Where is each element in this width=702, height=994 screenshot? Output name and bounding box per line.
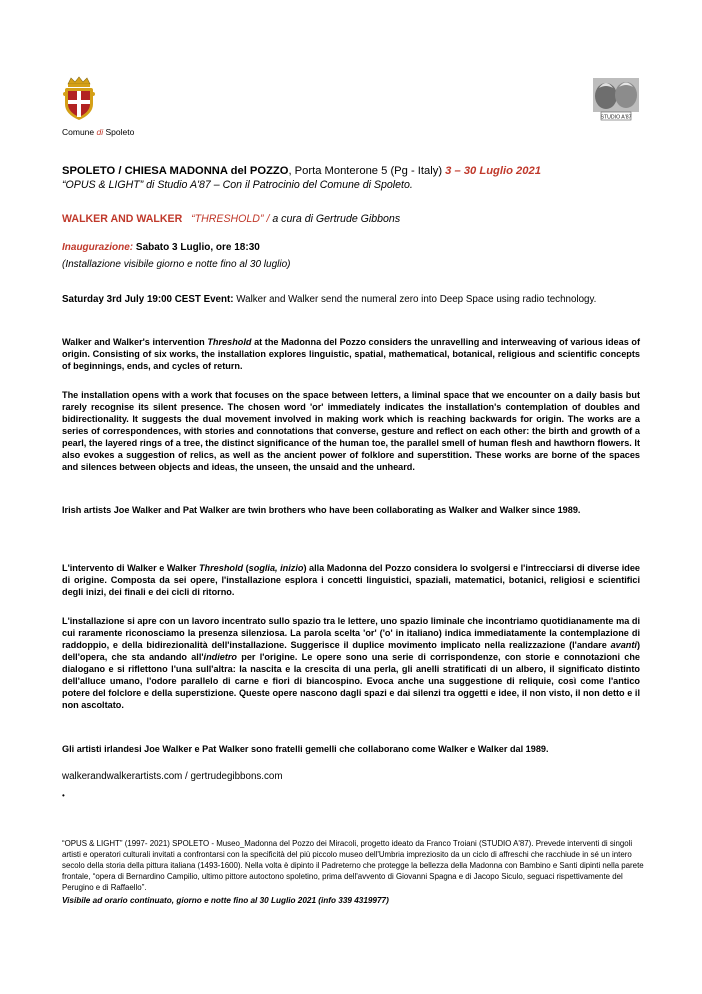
spoleto-coat-of-arms-logo [62, 76, 96, 122]
bullet: • [62, 791, 65, 800]
inauguration-line: Inaugurazione: Sabato 3 Luglio, ore 18:30 [62, 242, 260, 253]
installation-note: (Installazione visibile giorno e notte fino al 30 luglio) [62, 259, 291, 270]
project-subtitle: “OPUS & LIGHT” di Studio A'87 – Con il Patrocinio del Comune di Spoleto. [62, 179, 413, 191]
studio-logo-label: STUDIO A'87 [600, 114, 632, 121]
exhibition-title: WALKER AND WALKER “THRESHOLD” / a cura di Gertrude Gibbons [62, 213, 401, 225]
event-line: Saturday 3rd July 19:00 CEST Event: Walker and Walker send the numeral zero into Deep Space using radio technology. [62, 294, 597, 305]
venue-line: SPOLETO / CHIESA MADONNA del POZZO, Porta Monterone 5 (Pg - Italy) 3 – 30 Luglio 2021 [62, 165, 541, 177]
italian-paragraph-2: L'installazione si apre con un lavoro incentrato sullo spazio tra le lettere, uno spazio liminale che incontriamo quotidianamente ma di cui raramente riconosciamo la presenza silenziosa. La parola scelta 'or' ('o' in italiano) indica immediatamente la contemplazione di raddoppio, e della bidirezionalità dell'installazione. Suggerisce il duplice movimento implicato nella realizzazione (l'andare avanti) dell'opera, che sta andando all'indietro per l'origine. Le opere sono una serie di corrispondenze, con storie e connotazioni che dialogano e si riflettono l'una sull'altra: la nascita e la crescita di una perla, gli anelli stratificati di un albero, il significato distinto dell'alluce umano, l'odore parallelo di carne e fiori di biancospino. Evoca anche una suggestione di reliquie, così come l'antico potere del folclore e della superstizione. Queste opere nascono dagli spazi e dai silenzi tra oggetti e idee, il non visto, il non detto e il non ascoltato. [62, 616, 640, 710]
footer-visiting-hours: Visibile ad orario continuato, giorno e notte fino al 30 Luglio 2021 (info 339 4319977) [62, 896, 389, 905]
footer-project-description: “OPUS & LIGHT” (1997- 2021) SPOLETO - Museo_Madonna del Pozzo dei Miracoli, progetto ideato da Franco Troiani (STUDIO A'87). Prevede interventi di singoli artisti e operatori culturali invitati a confrontarsi con la specificità del più piccolo museo dell'Umbria impreziosito da un ciclo di affreschi che racchiude in sé un intero secolo della storia della pittura italiana (1493-1600). Nella volta è dipinto il Padreterno che protegge la bellezza della Madonna con Bambino e Santi dipinti nella parete frontale, “opera di Bernardino Campilio, ultimo pittore autoctono spoletino, prima dell'avvento di Giovanni Spagna e di Jacopo Siculo, seguaci rispettivamente del Perugino e di Raffaello”. [62, 839, 644, 892]
italian-paragraph-1: L'intervento di Walker e Walker Threshold (soglia, inizio) alla Madonna del Pozzo considera lo svolgersi e l'intrecciarsi di diverse idee di origine. Composta da sei opere, l'installazione esplora i concetti linguistici, spaziali, matematici, botanici, religiosi e scientifici degli inizi, dei finali e dei cicli di ritorno. [62, 563, 640, 597]
english-paragraph-2: The installation opens with a work that focuses on the space between letters, a liminal space that we encounter on a daily basis but rarely recognise its silent presence. The chosen word 'or' immediately indicates the installation's contemplation of doubles and bidirectionality. It suggests the dual movement involved in making work which is reaching backwards for origin. The works are a series of correspondences, with stories and connotations that converse, gesture and reflect on each other: the birth and growth of a pearl, the layered rings of a tree, the distinct significance of the human toe, the parallel smell of human flesh and hawthorn flowers. It also evokes a suggestion of relics, as well as the ancient power of folklore and superstition. These works are borne of the spaces and silences between objects and ideas, the unseen, the unsaid and the unheard. [62, 390, 640, 472]
website-links: walkerandwalkerartists.com / gertrudegibbons.com [62, 771, 283, 782]
exhibition-dates: 3 – 30 Luglio 2021 [445, 165, 541, 177]
comune-di-spoleto-caption: Comune di Spoleto [62, 127, 135, 137]
studio-a87-logo [591, 76, 641, 122]
italian-paragraph-3: Gli artisti irlandesi Joe Walker e Pat Walker sono fratelli gemelli che collaborano come Walker e Walker dal 1989. [62, 744, 549, 754]
english-paragraph-3: Irish artists Joe Walker and Pat Walker are twin brothers who have been collaborating as Walker and Walker since 1989. [62, 505, 581, 515]
english-paragraph-1: Walker and Walker's intervention Threshold at the Madonna del Pozzo considers the unravelling and interweaving of various ideas of origin. Consisting of six works, the installation explores linguistic, spatial, mathematical, botanical, religious and scientific concepts of beginnings, ends, and cycles of return. [62, 337, 640, 371]
